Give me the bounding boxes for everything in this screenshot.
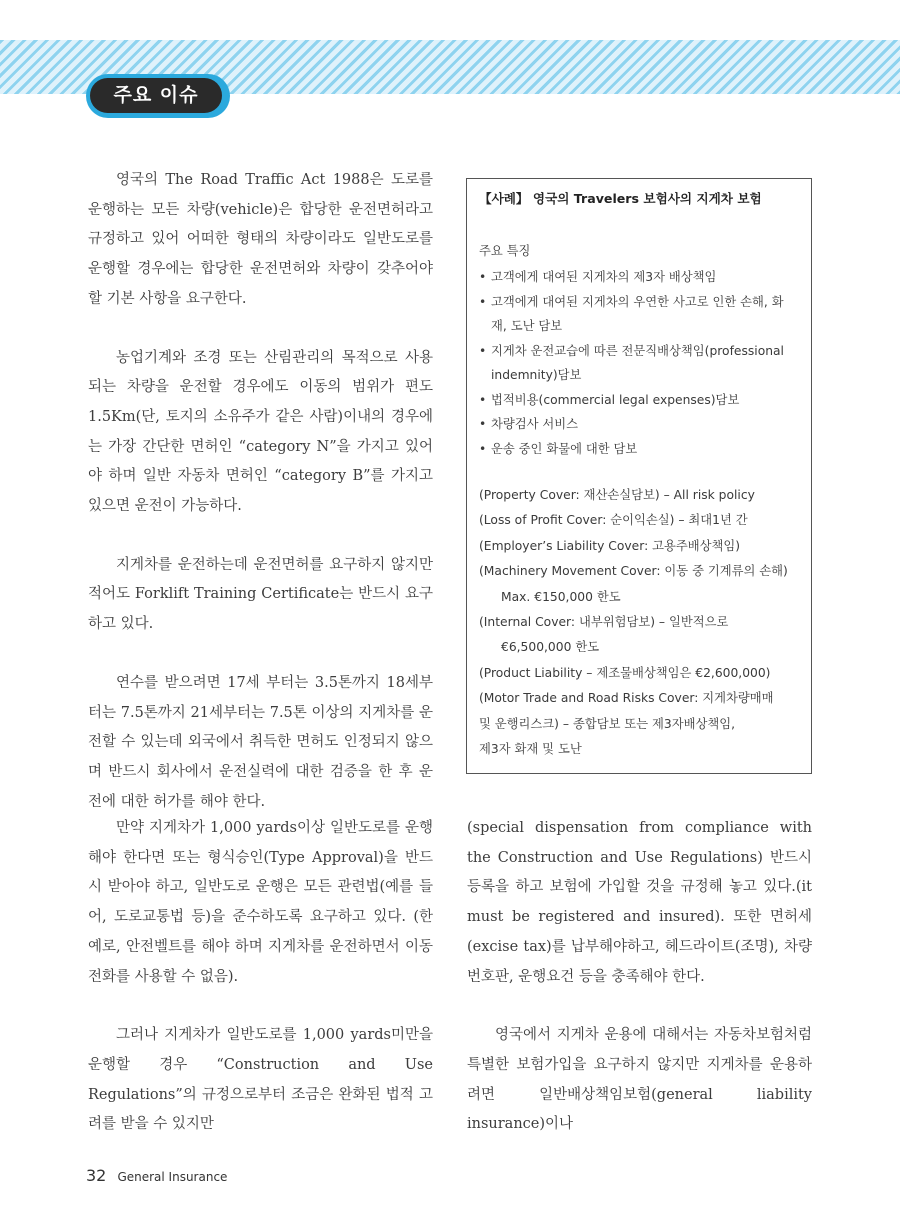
coverage-item: (Employer’s Liability Cover: 고용주배상책임): [479, 538, 741, 553]
paragraph: 만약 지게차가 1,000 yards이상 일반도로를 운행해야 한다면 또는 형식승인(Type Approval)을 반드시 받아야 하고, 일반도로 운행은 모든 관련법(예를 들어, 도로교통법 등)을 준수하도록 요구하고 있다. (한 예로, 안전벨트를 해야 하며 지게차를 운전하면서 이동전화를 사용할 수 없음).: [88, 820, 433, 985]
coverage-item: (Product Liability – 제조물배상책임은 €2,600,000): [479, 665, 771, 680]
paragraph: 그러나 지게차가 일반도로를 1,000 yards미만을 운행할 경우 “Construction and Use Regulations”의 규정으로부터 조금은 완화된 법적 고려를 받을 수 있지만: [88, 1027, 433, 1133]
feature-item: • 법적비용(commercial legal expenses)담보: [479, 388, 799, 413]
case-study-box: [466, 178, 812, 774]
feature-item: • 고객에게 대여된 지게차의 우연한 사고로 인한 손해, 화재, 도난 담보: [479, 290, 799, 339]
bottom-left-column-text: [88, 814, 433, 1140]
coverage-item: 제3자 화재 및 도난: [479, 742, 582, 757]
coverage-list: [479, 483, 799, 762]
feature-item: • 운송 중인 화물에 대한 담보: [479, 437, 799, 462]
coverage-item: Max. €150,000 한도: [501, 589, 621, 604]
paragraph: 연수를 받으려면 17세 부터는 3.5톤까지 18세부터는 7.5톤까지 21세부터는 7.5톤 이상의 지게차를 운전할 수 있는데 외국에서 취득한 면허도 인정되지 않으며 반드시 회사에서 운전실력에 대한 검증을 한 후 운전에 대한 허가를 해야 한다.: [88, 674, 433, 810]
feature-item: • 지게차 운전교습에 따른 전문직배상책임(professional indemnity)담보: [479, 339, 799, 388]
section-badge: [86, 74, 230, 118]
publication-name: General Insurance: [117, 1170, 228, 1184]
paragraph: 영국의 The Road Traffic Act 1988은 도로를 운행하는 모든 차량(vehicle)은 합당한 운전면허라고 규정하고 있어 어떠한 형태의 차량이라도 일반도로를 운행할 경우에는 합당한 운전면허와 차량이 갖추어야 할 기본 사항을 요구한다.: [88, 172, 433, 307]
coverage-item: 및 운행리스크) – 종합담보 또는 제3자배상책임,: [479, 716, 736, 731]
coverage-item: (Motor Trade and Road Risks Cover: 지게차량매매: [479, 691, 774, 706]
paragraph: 지게차를 운전하는데 운전면허를 요구하지 않지만 적어도 Forklift Training Certificate는 반드시 요구하고 있다.: [88, 556, 433, 633]
paragraph: 농업기계와 조경 또는 산림관리의 목적으로 사용되는 차량을 운전할 경우에도 이동의 범위가 편도 1.5Km(단, 토지의 소유주가 같은 사람)이내의 경우에는 가장 간단한 면허인 “category N”을 가지고 있어야 하며 일반 자동차 면허인 “category B”를 가지고 있으면 운전이 가능하다.: [88, 349, 433, 515]
coverage-item: (Property Cover: 재산손실담보) – All risk policy: [479, 488, 755, 502]
case-study-title: 【사례】 영국의 Travelers 보험사의 지게차 보험: [479, 191, 762, 206]
feature-item: • 고객에게 대여된 지게차의 제3자 배상책임: [479, 265, 799, 290]
left-column-text: [88, 166, 433, 817]
coverage-item: (Internal Cover: 내부위험담보) – 일반적으로: [479, 615, 729, 630]
coverage-item: (Loss of Profit Cover: 순이익손실) – 최대1년 간: [479, 513, 748, 528]
coverage-item: €6,500,000 한도: [501, 640, 600, 655]
page-number: 32: [86, 1166, 107, 1185]
features-list: [479, 265, 799, 461]
page-footer: [86, 1166, 227, 1185]
section-badge-label: 주요 이슈: [90, 78, 222, 113]
bottom-right-column-text: [467, 814, 812, 1140]
features-heading: 주요 특징: [479, 244, 531, 258]
paragraph: (special dispensation from compliance with the Construction and Use Regulations) 반드시 등록을 하고 보험에 가입할 것을 규정해 놓고 있다.(it must be registered and insured). 또한 면허세(excise tax)를 납부해야하고, 헤드라이트(조명), 차량번호판, 운행요건 등을 충족해야 한다.: [467, 820, 812, 985]
coverage-item: (Machinery Movement Cover: 이동 중 기계류의 손해): [479, 564, 788, 579]
paragraph: 영국에서 지게차 운용에 대해서는 자동차보험처럼 특별한 보험가입을 요구하지 않지만 지게차를 운용하려면 일반배상책임보험(general liability insurance)이나: [467, 1027, 812, 1133]
feature-item: • 차량검사 서비스: [479, 412, 799, 437]
